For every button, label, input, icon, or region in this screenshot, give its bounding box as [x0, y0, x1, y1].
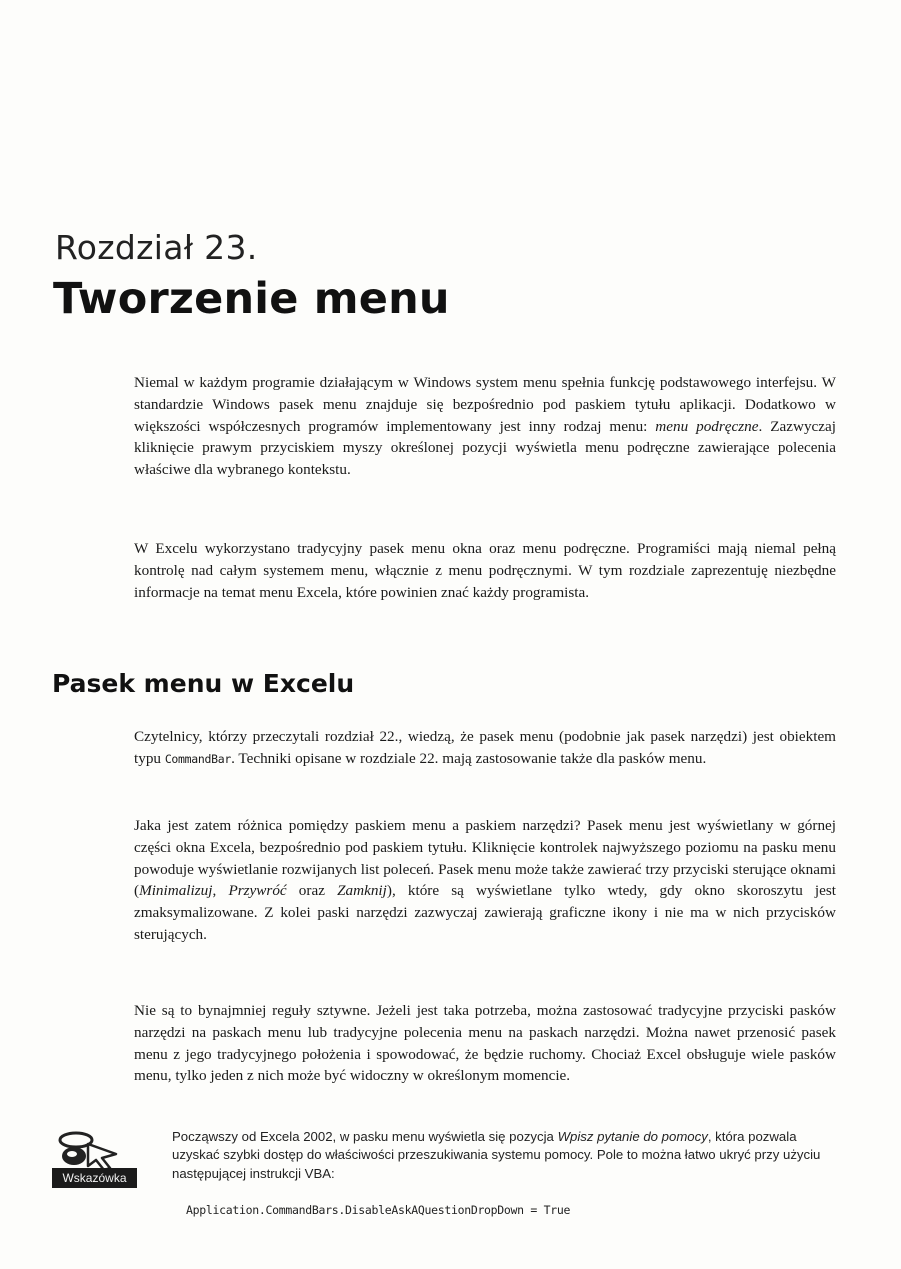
tip-box: [52, 1128, 842, 1218]
tip-text: Począwszy od Excela 2002, w pasku menu wyświetla się pozycja Wpisz pytanie do pomocy, która pozwala uzyskać szybki dostęp do właściwości przeszukiwania systemu pomocy. Pole to można łatwo ukryć przy użyciu następującej instrukcji VBA:: [172, 1129, 821, 1181]
section-paragraph-2: Jaka jest zatem różnica pomiędzy paskiem menu a paskiem narzędzi? Pasek menu jest wyświetlany w górnej części okna Excela, bezpośrednio pod paskiem tytułu. Kliknięcie kontrolek najwyższego poziomu na pasku menu powoduje wyświetlanie rozwijanych list poleceń. Pasek menu może także zawierać trzy przyciski sterujące oknami (Minimalizuj, Przywróć oraz Zamknij), które są wyświetlane tylko wtedy, gdy okno skoroszytu jest zmaksymalizowane. Z kolei paski narzędzi zazwyczaj zawierają graficzne ikony i nie ma w nich przycisków sterujących.: [134, 817, 837, 943]
intro-paragraph-1: Niemal w każdym programie działającym w Windows system menu spełnia funkcję podstawowego interfejsu. W standardzie Windows pasek menu znajduje się bezpośrednio pod paskiem tytułu aplikacji. Dodatkowo w większości współczesnych programów implementowany jest inny rodzaj menu: menu podręczne. Zazwyczaj kliknięcie prawym przyciskiem myszy określonej pozycji wyświetla menu podręczne zawierające polecenia właściwe dla wybranego kontekstu.: [134, 374, 836, 479]
inline-code: CommandBar: [164, 751, 232, 766]
tip-icon: [52, 1128, 142, 1194]
tip-badge: Wskazówka: [52, 1168, 137, 1188]
section-paragraph-1: Czytelnicy, którzy przeczytali rozdział 22., wiedzą, że pasek menu (podobnie jak pasek narzędzi) jest obiektem typu CommandBar. Techniki opisane w rozdziale 22. mają zastosowanie także dla pasków menu.: [134, 728, 836, 767]
vba-code-line: Application.CommandBars.DisableAskAQuestionDropDown = True: [186, 1203, 571, 1217]
emphasis-menu-podreczne: menu podręczne: [655, 417, 759, 435]
chapter-number: Rozdział 23.: [55, 228, 258, 267]
chapter-title: Tworzenie menu: [53, 274, 450, 324]
section-paragraph-3: Nie są to bynajmniej reguły sztywne. Jeżeli jest taka potrzeba, można zastosować tradycyjne przyciski pasków narzędzi na paskach menu lub tradycyjne polecenia menu na paskach narzędzi. Można nawet przenosić pasek menu z jego tradycyjnego położenia i spowodować, że będzie ruchomy. Chociaż Excel obsługuje wiele pasków menu, tylko jeden z nich może być widoczny w określonym momencie.: [134, 1002, 836, 1085]
mouse-pointer-icon: [52, 1128, 142, 1172]
section-heading: Pasek menu w Excelu: [52, 669, 355, 698]
intro-paragraph-2: W Excelu wykorzystano tradycyjny pasek menu okna oraz menu podręczne. Programiści mają niemal pełną kontrolę nad całym systemem menu, włącznie z menu podręcznymi. W tym rozdziale zaprezentuję niezbędne informacje na temat menu Excela, które powinien znać każdy programista.: [134, 540, 836, 601]
